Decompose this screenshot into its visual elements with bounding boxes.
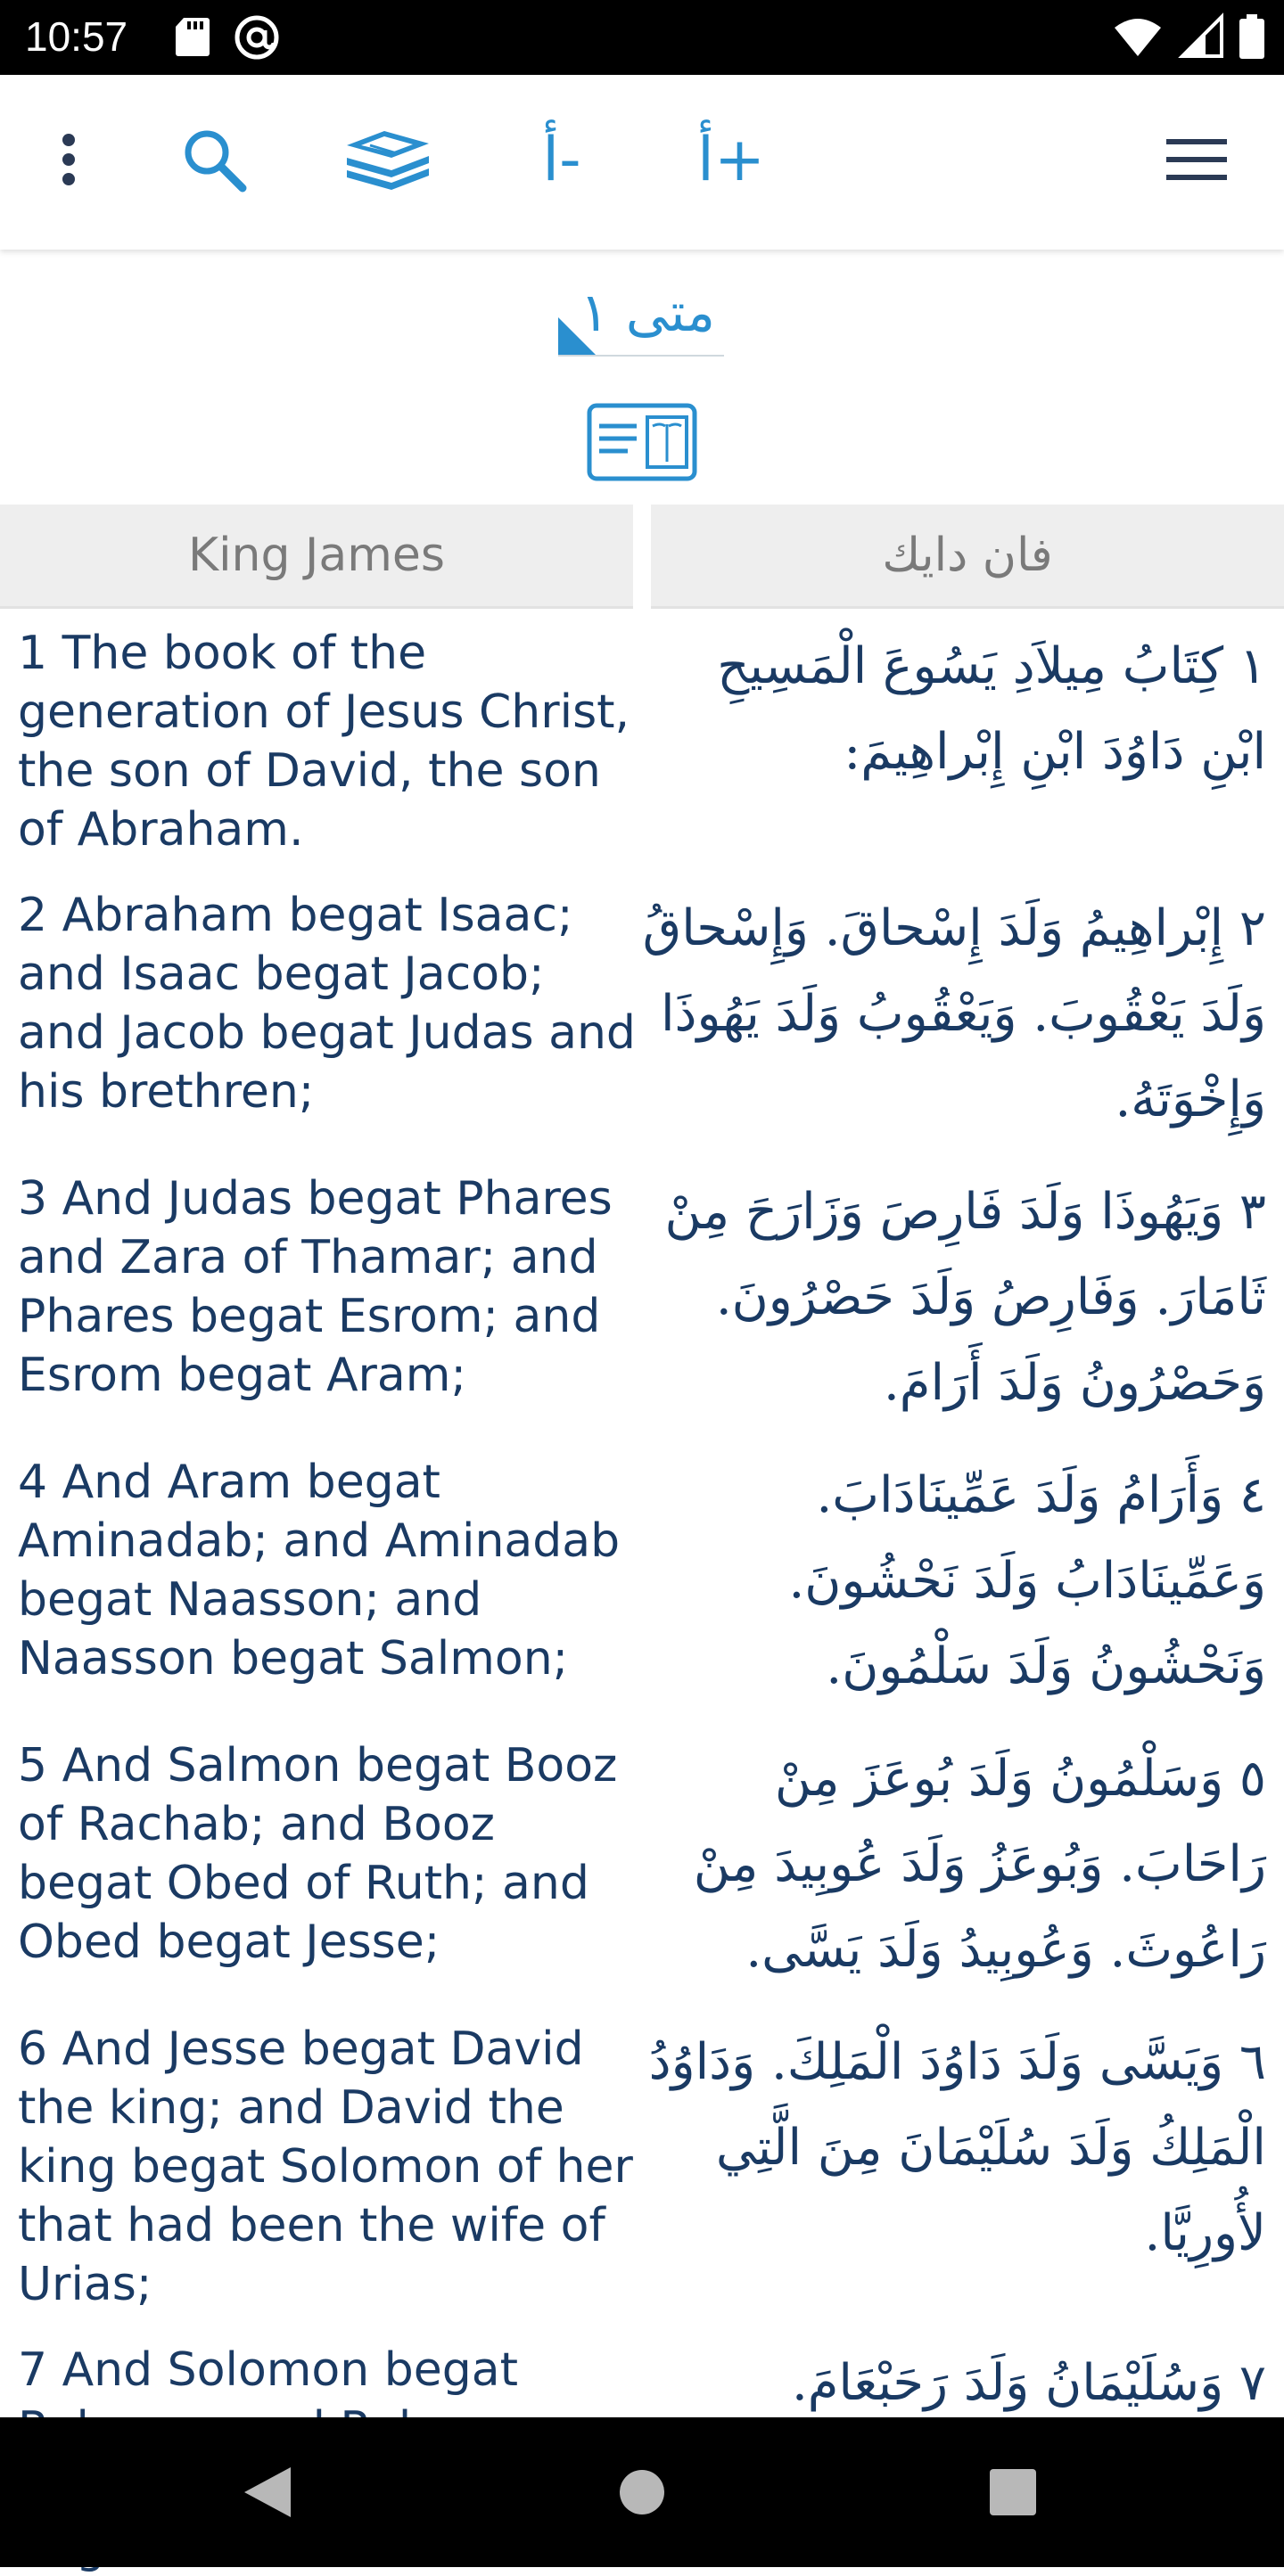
recents-icon[interactable] [977,2457,1049,2528]
home-icon[interactable] [606,2457,678,2528]
chapter-selector[interactable] [558,282,724,357]
verse-english[interactable]: 5 And Salmon begat Booz of Rachab; and Booz begat Obed of Ruth; and Obed begat Jesse; [18,1739,618,1969]
parallel-view-icon[interactable] [587,403,697,481]
back-icon[interactable] [232,2457,303,2528]
chapter-header [0,258,1284,499]
verse-arabic[interactable]: ٧ وَسُلَيْمَانُ وَلَدَ رَحَبْعَامَ. [791,2354,1266,2412]
column-headers [0,505,1284,606]
chapter-label: متى ١ [580,282,715,344]
verse-row [0,1453,1284,1710]
font-decrease-label: أ- [542,124,581,195]
verse-row [0,886,1284,1143]
verse-arabic[interactable]: ٢ إِبْراهِيمُ وَلَدَ إِسْحاقَ. وَإِسْحاقُ وَلَدَ يَعْقُوبَ. وَيَعْقُوبُ وَلَدَ يَهُوذَا وَإِخْوَتَهُ. [642,899,1266,1128]
verse-english[interactable]: 2 Abraham begat Isaac; and Isaac begat Jacob; and Jacob begat Judas and his brethren; [18,889,636,1119]
at-sign-icon [234,14,280,61]
verse-row [0,1169,1284,1426]
verse-english[interactable]: 4 And Aram begat Aminadab; and Aminadab begat Naasson; and Naasson begat Salmon; [18,1456,621,1686]
dropdown-corner-icon [558,317,596,355]
font-increase-label: أ+ [697,124,765,195]
wifi-icon [1113,15,1163,58]
verse-arabic[interactable]: ٣ وَيَهُوذَا وَلَدَ فَارِصَ وَزَارَحَ مِنْ ثَامَارَ. وَفَارِصُ وَلَدَ حَصْرُونَ. وَحَصْرُونُ وَلَدَ أَرَامَ. [664,1183,1266,1412]
verse-arabic[interactable]: ٤ وَأَرَامُ وَلَدَ عَمِّينَادَابَ. وَعَمِّينَادَابُ وَلَدَ نَحْشُونَ. وَنَحْشُونُ وَلَدَ سَلْمُونَ. [788,1466,1266,1695]
verse-row [0,1736,1284,1993]
sd-card-icon [175,16,210,57]
more-vert-icon[interactable] [36,111,102,209]
signal-icon [1179,15,1223,58]
status-time: 10:57 [25,13,128,60]
menu-icon[interactable] [1159,111,1234,209]
verse-row [0,624,1284,859]
left-translation-header[interactable] [0,505,633,609]
verse-english[interactable]: 3 And Judas begat Phares and Zara of Thamar; and Phares begat Esrom; and Esrom begat Aram; [18,1172,613,1402]
books-icon[interactable] [339,111,437,209]
verse-arabic[interactable]: ٦ وَيَسَّى وَلَدَ دَاوُدَ الْمَلِكَ. وَدَاوُدُ الْمَلِكُ وَلَدَ سُلَيْمَانَ مِنَ الَّتِي لأُورِيَّا. [648,2033,1266,2262]
verse-english[interactable]: 6 And Jesse begat David the king; and David the king begat Solomon of her that had been the wife of Urias; [18,2022,633,2311]
font-decrease-button[interactable] [517,111,606,209]
font-increase-button[interactable] [687,111,776,209]
verse-arabic[interactable]: ٥ وَسَلْمُونُ وَلَدَ بُوعَزَ مِنْ رَاحَابَ. وَبُوعَزُ وَلَدَ عُوبِيدَ مِنْ رَاعُوثَ. وَعُوبِيدُ وَلَدَ يَسَّى. [693,1750,1266,1979]
verse-list[interactable] [0,624,1284,2412]
app-toolbar [0,75,1284,250]
verse-row [0,2020,1284,2314]
right-translation-label: فان دايك [882,529,1053,582]
right-translation-header[interactable] [651,505,1284,609]
search-icon[interactable] [169,111,259,209]
status-bar [0,0,1284,75]
verse-english[interactable]: 1 The book of the generation of Jesus Christ, the son of David, the son of Abraham. [18,627,630,857]
system-nav-bar [0,2417,1284,2567]
battery-icon [1239,14,1264,59]
left-translation-label: King James [188,529,445,582]
verse-english[interactable]: 7 And Solomon begat [18,2343,518,2397]
verse-arabic[interactable]: ١ كِتَابُ مِيلاَدِ يَسُوعَ الْمَسِيحِ ابْنِ دَاوُدَ ابْنِ إِبْراهِيمَ: [717,637,1266,781]
